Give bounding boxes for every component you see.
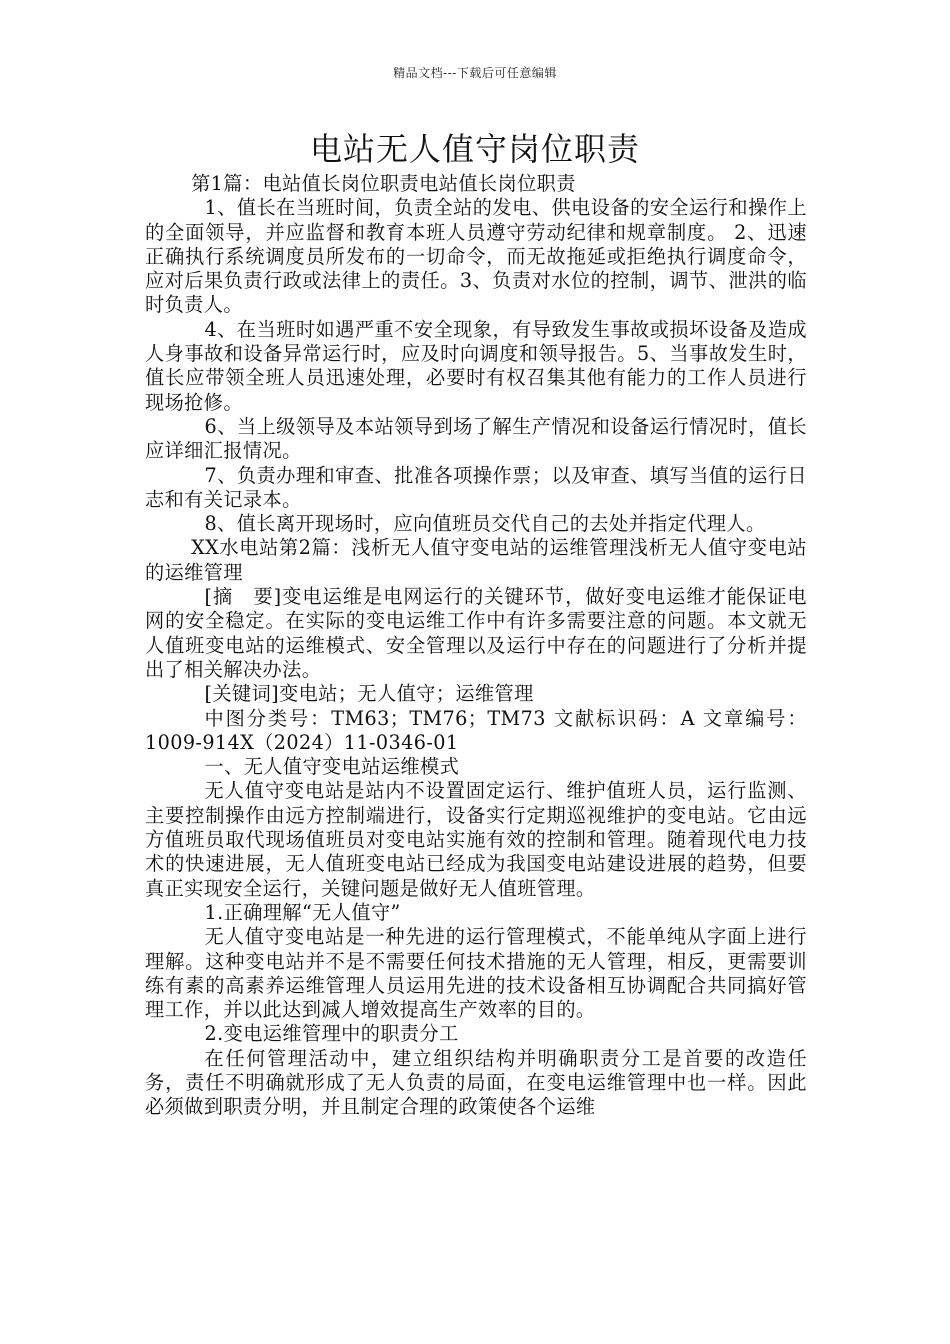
paragraph: 在任何管理活动中，建立组织结构并明确职责分工是首要的改造任务，责任不明确就形成了无人负责的局面，在变电运维管理中也一样。因此必须做到职责分明，并且制定合理的政策使各个运维 xyxy=(145,1046,807,1119)
paragraph: 6、当上级领导及本站领导到场了解生产情况和设备运行情况时，值长应详细汇报情况。 xyxy=(145,414,807,463)
paragraph: 无人值守变电站是一种先进的运行管理模式，不能单纯从字面上进行理解。这种变电站并不是不需要任何技术措施的无人管理，相反，更需要训练有素的高素养运维管理人员运用先进的技术设备相互协调配合共同搞好管理工作，并以此达到减人增效提高生产效率的目的。 xyxy=(145,925,807,1022)
document-title: 电站无人值守岗位职责 xyxy=(309,130,640,168)
document-body xyxy=(145,172,807,1120)
paragraph: 无人值守变电站是站内不设置固定运行、维护值班人员，运行监测、主要控制操作由远方控制端进行，设备实行定期巡视维护的变电站。它由远方值班员取代现场值班员对变电站实施有效的控制和管理。随着现代电力技术的快速进展，无人值班变电站已经成为我国变电站建设进展的趋势，但要真正实现安全运行，关键问题是做好无人值班管理。 xyxy=(145,779,807,900)
subsection-heading: 2.变电运维管理中的职责分工 xyxy=(204,1022,459,1046)
section-heading: 一、无人值守变电站运维模式 xyxy=(204,755,460,779)
paragraph: [摘 要]变电运维是电网运行的关键环节，做好变电运维才能保证电网的安全稳定。在实际的变电运维工作中有许多需要注意的问题。本文就无人值班变电站的运维模式、安全管理以及运行中存在的问题进行了分析并提出了相关解决办法。 xyxy=(145,585,807,681)
paragraph: 4、在当班时如遇严重不安全现象，有导致发生事故或损坏设备及造成人身事故和设备异常运行时，应及时向调度和领导报告。5、当事故发生时，值长应带领全班人员迅速处理，必要时有权召集其他有能力的工作人员进行现场抢修。 xyxy=(145,317,807,414)
paragraph: 第1篇：电站值长岗位职责电站值长岗位职责 xyxy=(191,172,576,195)
paragraph: 中图分类号：TM63；TM76；TM73 文献标识码：A 文章编号：1009-914X（2024）11-0346-01 xyxy=(145,706,807,754)
paragraph: 1、值长在当班时间，负责全站的发电、供电设备的安全运行和操作上的全面领导，并应监督和教育本班人员遵守劳动纪律和规章制度。 2、迅速正确执行系统调度员所发布的一切命令，而无故拖延或拒绝执行调度命令，应对后果负责行政或法律上的责任。3、负责对水位的控制，调节、泄洪的临时负责人。 xyxy=(145,196,807,317)
subsection-heading: 1.正确理解“无人值守” xyxy=(204,900,401,924)
paragraph: 7、负责办理和审查、批准各项操作票；以及审查、填写当值的运行日志和有关记录本。 xyxy=(145,463,807,511)
paragraph: [关键词]变电站；无人值守；运维管理 xyxy=(204,682,534,706)
page-header: 精品文档---下载后可任意编辑 xyxy=(393,66,557,80)
paragraph: XX水电站第2篇：浅析无人值守变电站的运维管理浅析无人值守变电站的运维管理 xyxy=(145,536,807,584)
paragraph: 8、值长离开现场时，应向值班员交代自己的去处并指定代理人。 xyxy=(204,512,766,536)
